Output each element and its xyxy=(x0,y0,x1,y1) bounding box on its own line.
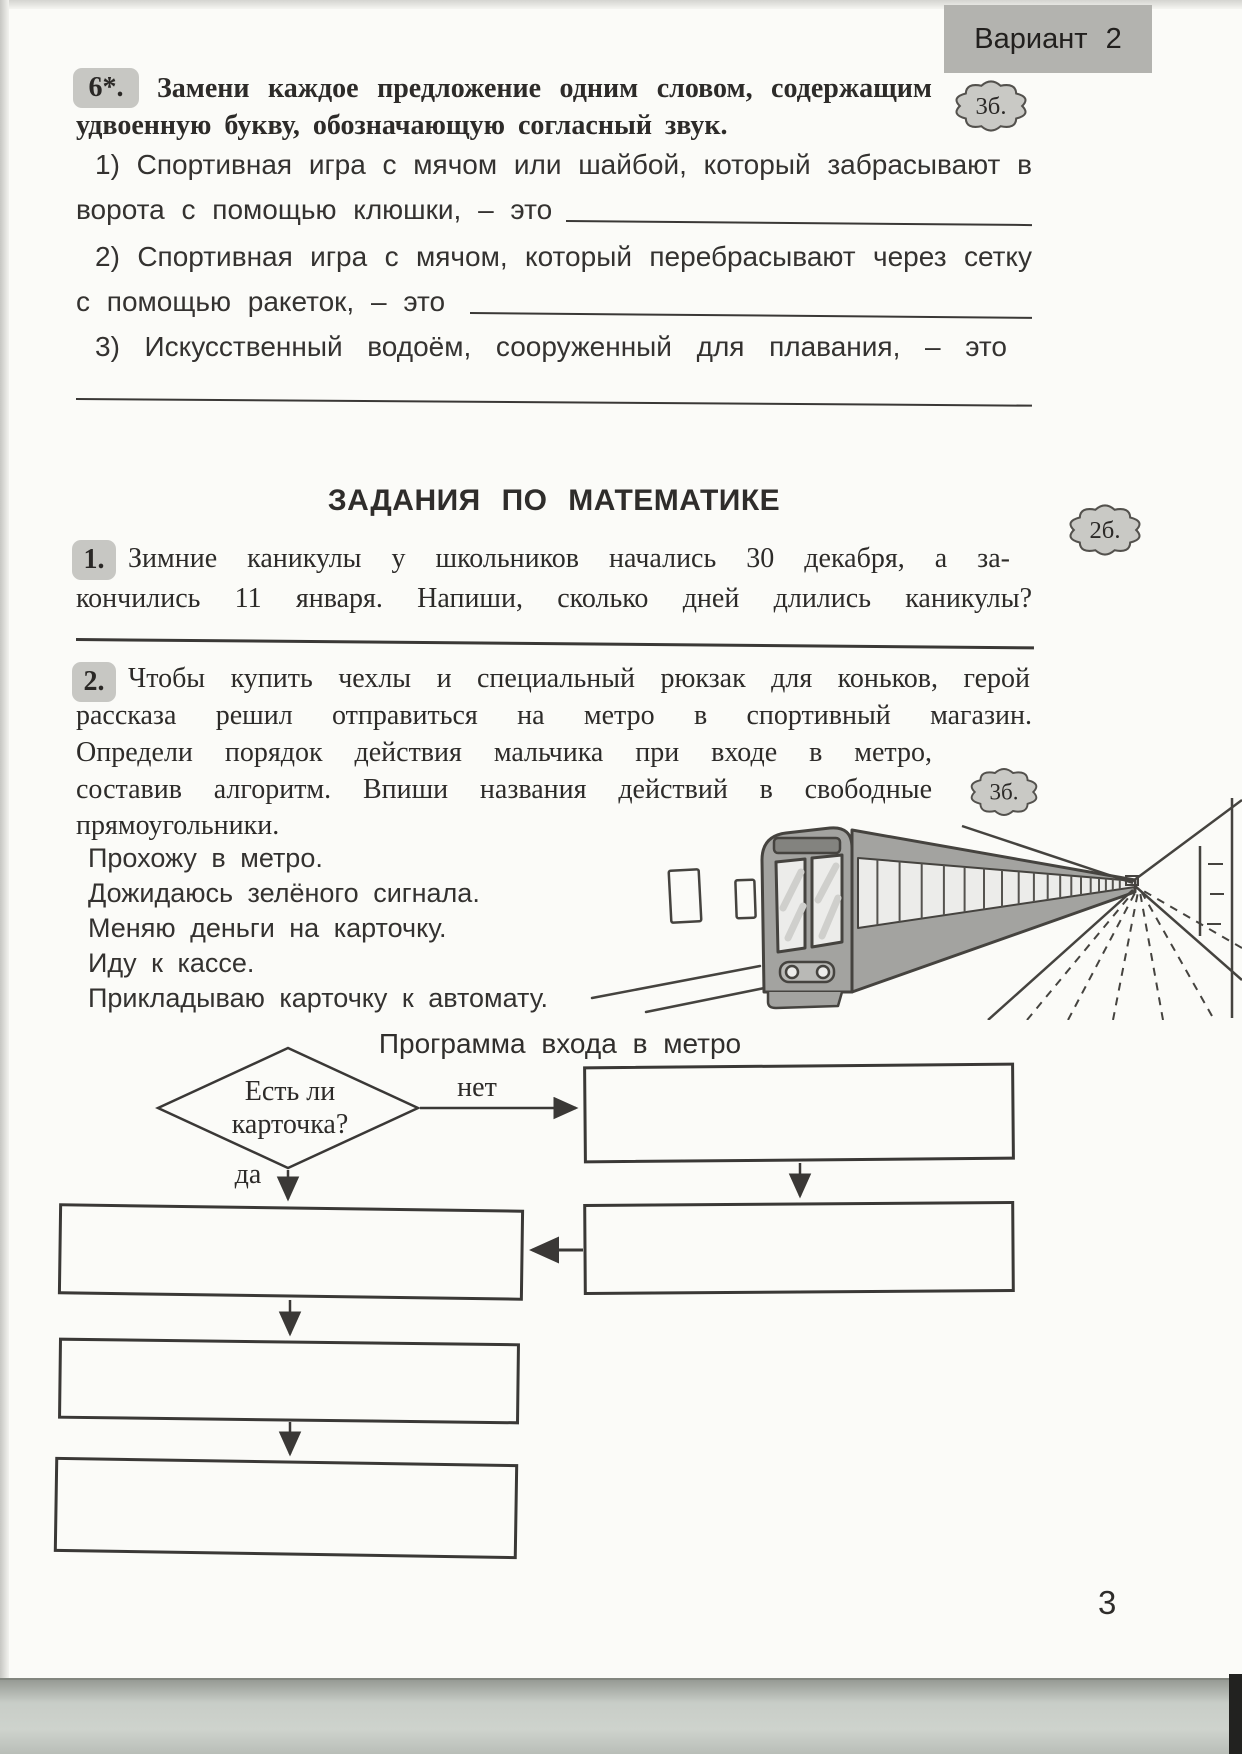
scan-edge-bottom xyxy=(0,1678,1242,1754)
task1-line-2: кончились 11 января. Напиши, сколько дней длились каникулы? xyxy=(76,583,1032,614)
task6-points-text: 3б. xyxy=(975,93,1007,121)
decision-diamond xyxy=(158,1048,418,1168)
task6-points-badge xyxy=(948,74,1034,138)
flowchart-box-no-1[interactable] xyxy=(585,1064,1014,1162)
action-item-3: Меняю деньги на карточку. xyxy=(88,913,447,943)
action-item-1: Прохожу в метро. xyxy=(88,843,323,873)
task2-line-1: Чтобы купить чехлы и специальный рюкзак для коньков, герой xyxy=(128,663,1030,694)
task6-item1-line-2: ворота с помощью клюшки, – это xyxy=(76,194,553,225)
flowchart-box-step-1[interactable] xyxy=(59,1205,522,1299)
decision-text-line-1: Есть ли xyxy=(244,1076,336,1107)
task1-points-text: 2б. xyxy=(1089,517,1121,545)
answer-blank-task6-1[interactable] xyxy=(566,190,1032,226)
task1-points-badge xyxy=(1062,498,1148,562)
task6-item2-line-1: 2) Спортивная игра с мячом, который перебрасывают через сетку xyxy=(95,241,1032,272)
task6-item1-line-1: 1) Спортивная игра с мячом или шайбой, который забрасывают в xyxy=(95,149,1032,180)
flowchart-title: Программа входа в метро xyxy=(378,1028,742,1059)
answer-blank-task6-2[interactable] xyxy=(470,282,1032,319)
action-item-4: Иду к кассе. xyxy=(88,948,255,978)
no-branch-label: нет xyxy=(457,1072,497,1103)
flowchart-box-no-2[interactable] xyxy=(585,1203,1014,1294)
task2-number-badge: 2. xyxy=(72,662,116,702)
task2-line-3: Определи порядок действия мальчика при входе в метро, xyxy=(76,737,932,768)
train-body xyxy=(762,828,1135,1008)
task1-number-badge: 1. xyxy=(72,540,116,580)
decision-text-line-2: карточка? xyxy=(231,1109,349,1140)
flowchart-box-step-3[interactable] xyxy=(55,1458,516,1557)
math-section-heading: ЗАДАНИЯ ПО МАТЕМАТИКЕ xyxy=(327,484,781,517)
answer-blank-task6-3[interactable] xyxy=(76,366,1032,407)
scan-edge-left xyxy=(0,0,9,1678)
action-item-5: Прикладываю карточку к автомату. xyxy=(88,983,548,1013)
task6-item3-line-1: 3) Искусственный водоём, сооруженный для плавания, – это xyxy=(95,331,1007,362)
task2-line-5: прямоугольники. xyxy=(76,810,280,841)
flowchart xyxy=(40,1028,1050,1568)
yes-branch-label: да xyxy=(234,1159,262,1190)
task6-instruction-line-2: удвоенную букву, обозначающую согласный звук. xyxy=(76,110,728,141)
metro-train-illustration xyxy=(590,740,1242,1020)
task1-line-1: Зимние каникулы у школьников начались 30 декабря, а за- xyxy=(128,543,1010,574)
variant-label: Вариант 2 xyxy=(944,5,1152,73)
task2-line-4: составив алгоритм. Впиши названия действий в свободные xyxy=(76,774,932,805)
wall-poster-1 xyxy=(669,869,702,922)
flowchart-box-step-2[interactable] xyxy=(60,1339,519,1423)
task6-item2-line-2: с помощью ракеток, – это xyxy=(76,286,446,317)
task2-line-2: рассказа решил отправиться на метро в спортивный магазин. xyxy=(76,700,1032,731)
wall-poster-2 xyxy=(735,880,755,919)
task2-points-text: 3б. xyxy=(989,778,1019,805)
page-number: 3 xyxy=(1098,1584,1117,1621)
action-item-2: Дожидаюсь зелёного сигнала. xyxy=(88,878,480,908)
wall-texture-dashes xyxy=(1207,864,1224,924)
task6-number-badge: 6*. xyxy=(73,68,139,108)
task6-instruction-line-1: Замени каждое предложение одним словом, содержащим xyxy=(157,73,932,104)
scan-edge-corner xyxy=(1229,1674,1242,1754)
